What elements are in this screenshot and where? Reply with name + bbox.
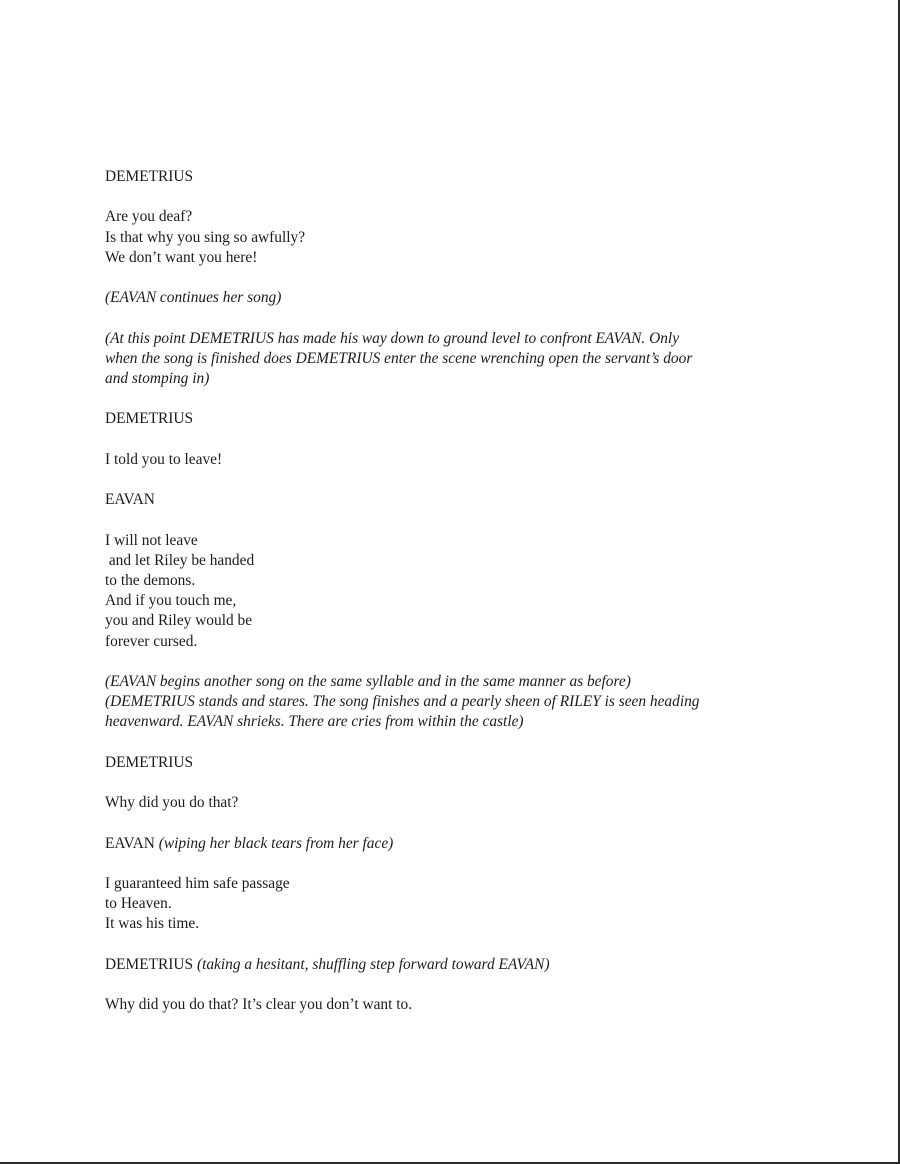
stage-direction-line: and stomping in) xyxy=(105,369,210,387)
dialogue-line: And if you touch me, xyxy=(105,592,237,610)
dialogue-block xyxy=(105,450,805,470)
speaker-heading xyxy=(105,490,805,510)
stage-direction-line: (EAVAN continues her song) xyxy=(105,289,282,307)
stage-direction xyxy=(105,329,805,390)
stage-direction-line: heavenward. EAVAN shrieks. There are cries from within the castle) xyxy=(105,713,524,731)
speaker-name: DEMETRIUS xyxy=(105,410,194,428)
dialogue-line: forever cursed. xyxy=(105,632,198,650)
dialogue-block xyxy=(105,531,805,652)
dialogue-line: I will not leave xyxy=(105,531,198,549)
dialogue-line: and let Riley be handed xyxy=(105,551,255,569)
dialogue-block xyxy=(105,207,805,268)
dialogue-line: I told you to leave! xyxy=(105,450,223,468)
speaker-name: DEMETRIUS xyxy=(105,168,194,185)
speaker-name: EAVAN xyxy=(105,834,155,852)
dialogue-line: to the demons. xyxy=(105,571,196,589)
speaker-with-direction xyxy=(105,955,805,975)
stage-direction-line: (DEMETRIUS stands and stares. The song finishes and a pearly sheen of RILEY is seen heading xyxy=(105,693,700,711)
speaker-heading xyxy=(105,409,805,429)
dialogue-line: We don’t want you here! xyxy=(105,248,258,266)
dialogue-line: Are you deaf? xyxy=(105,208,193,226)
dialogue-line: It was his time. xyxy=(105,915,200,933)
speaker-name: DEMETRIUS xyxy=(105,955,194,973)
stage-direction-line: when the song is finished does DEMETRIUS enter the scene wrenching open the servant’s door xyxy=(105,349,693,367)
dialogue-line: Is that why you sing so awfully? xyxy=(105,228,306,246)
dialogue-line: you and Riley would be xyxy=(105,612,253,630)
dialogue-block xyxy=(105,995,805,1015)
speaker-name: EAVAN xyxy=(105,491,155,509)
stage-direction xyxy=(105,672,805,733)
speaker-with-direction xyxy=(105,834,805,854)
stage-direction-line: (At this point DEMETRIUS has made his way down to ground level to confront EAVAN. Only xyxy=(105,329,680,347)
stage-direction xyxy=(105,288,805,308)
speaker-heading xyxy=(105,955,805,975)
dialogue-block xyxy=(105,793,805,813)
dialogue-line: Why did you do that? xyxy=(105,794,239,812)
stage-direction-line: (EAVAN begins another song on the same syllable and in the same manner as before) xyxy=(105,672,631,690)
dialogue-line: to Heaven. xyxy=(105,895,172,913)
script-body xyxy=(105,167,805,1036)
speaker-heading xyxy=(105,167,805,187)
parenthetical-direction: (wiping her black tears from her face) xyxy=(158,834,394,852)
dialogue-line: Why did you do that? It’s clear you don’t want to. xyxy=(105,996,413,1014)
dialogue-block xyxy=(105,874,805,935)
speaker-heading xyxy=(105,753,805,773)
parenthetical-direction: (taking a hesitant, shuffling step forward toward EAVAN) xyxy=(196,955,550,973)
speaker-name: DEMETRIUS xyxy=(105,753,194,771)
dialogue-line: I guaranteed him safe passage xyxy=(105,874,290,892)
speaker-heading xyxy=(105,834,805,854)
